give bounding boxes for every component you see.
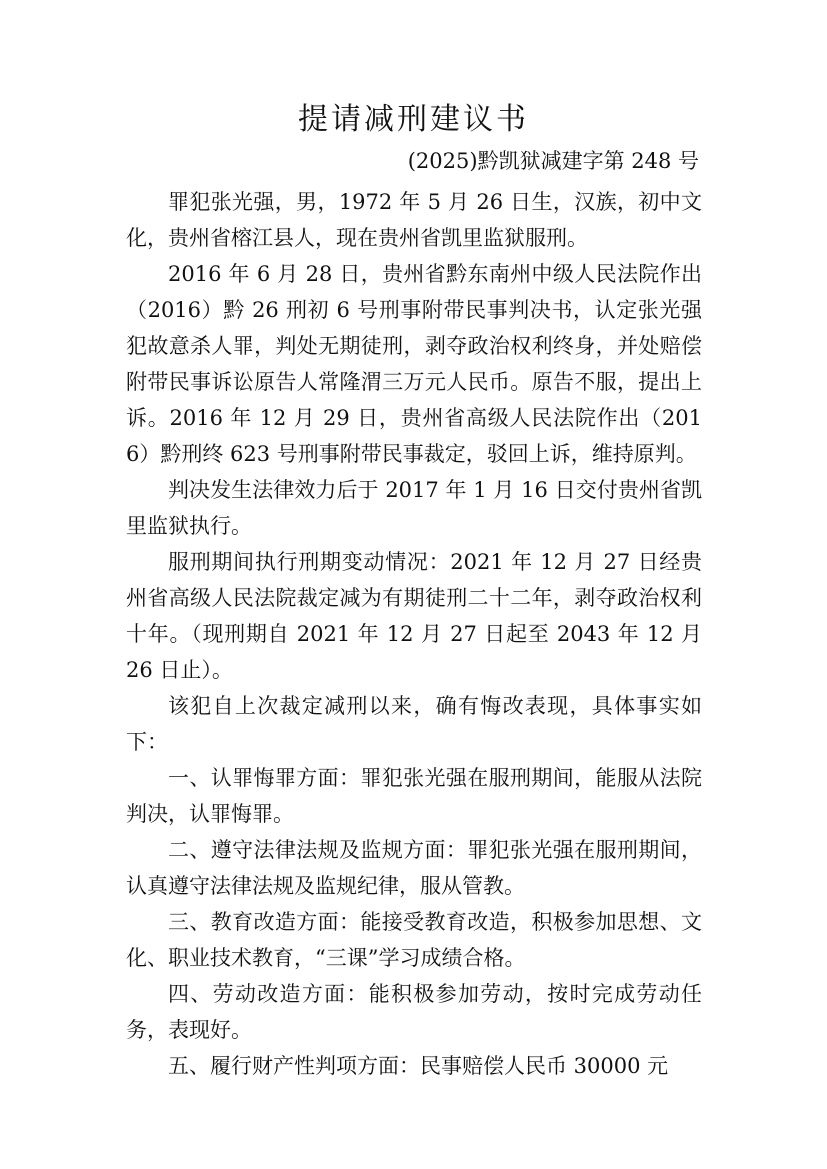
paragraph-repentance-item-1: 一、认罪悔罪方面：罪犯张光强在服刑期间，能服从法院判决，认罪悔罪。 [126,766,702,826]
paragraph-judgment-history: 2016 年 6 月 28 日，贵州省黔东南州中级人民法院作出（2016）黔 26 刑初 6 号刑事附带民事判决书，认定张光强犯故意杀人罪，判处无期徒刑，剥夺政治权利终身，并处赔偿附带民事诉讼原告人常隆渭三万元人民币。原告不服，提出上诉。2016 年 12 月 29 日，贵州省高级人民法院作出（2016）黔刑终 623 号刑事附带民事裁定，驳回上诉，维持原判。 [126,262,702,466]
paragraph-repentance-item-4: 四、劳动改造方面：能积极参加劳动，按时完成劳动任务，表现好。 [126,982,702,1042]
paragraph-repentance-item-2: 二、遵守法律法规及监规方面：罪犯张光强在服刑期间，认真遵守法律法规及监规纪律，服从管教。 [126,838,702,898]
paragraph-repentance-item-3: 三、教育改造方面：能接受教育改造，积极参加思想、文化、职业技术教育，“三课”学习成绩合格。 [126,910,702,970]
document-body [126,184,702,1084]
paragraph-execution-start: 判决发生法律效力后于 2017 年 1 月 16 日交付贵州省凯里监狱执行。 [126,478,702,538]
paragraph-repentance-item-5: 五、履行财产性判项方面：民事赔偿人民币 30000 元 [168,1054,669,1078]
document-number: (2025)黔凯狱减建字第 248 号 [407,149,699,173]
paragraph-repentance-intro: 该犯自上次裁定减刑以来，确有悔改表现，具体事实如下： [126,694,702,754]
document-title: 提请减刑建议书 [298,102,529,137]
paragraph-sentence-change: 服刑期间执行刑期变动情况：2021 年 12 月 27 日经贵州省高级人民法院裁定减为有期徒刑二十二年，剥夺政治权利十年。（现刑期自 2021 年 12 月 27 日起至 2043 年 12 月 26 日止）。 [126,550,702,682]
paragraph-criminal-info: 罪犯张光强，男，1972 年 5 月 26 日生，汉族，初中文化，贵州省榕江县人，现在贵州省凯里监狱服刑。 [126,190,702,250]
